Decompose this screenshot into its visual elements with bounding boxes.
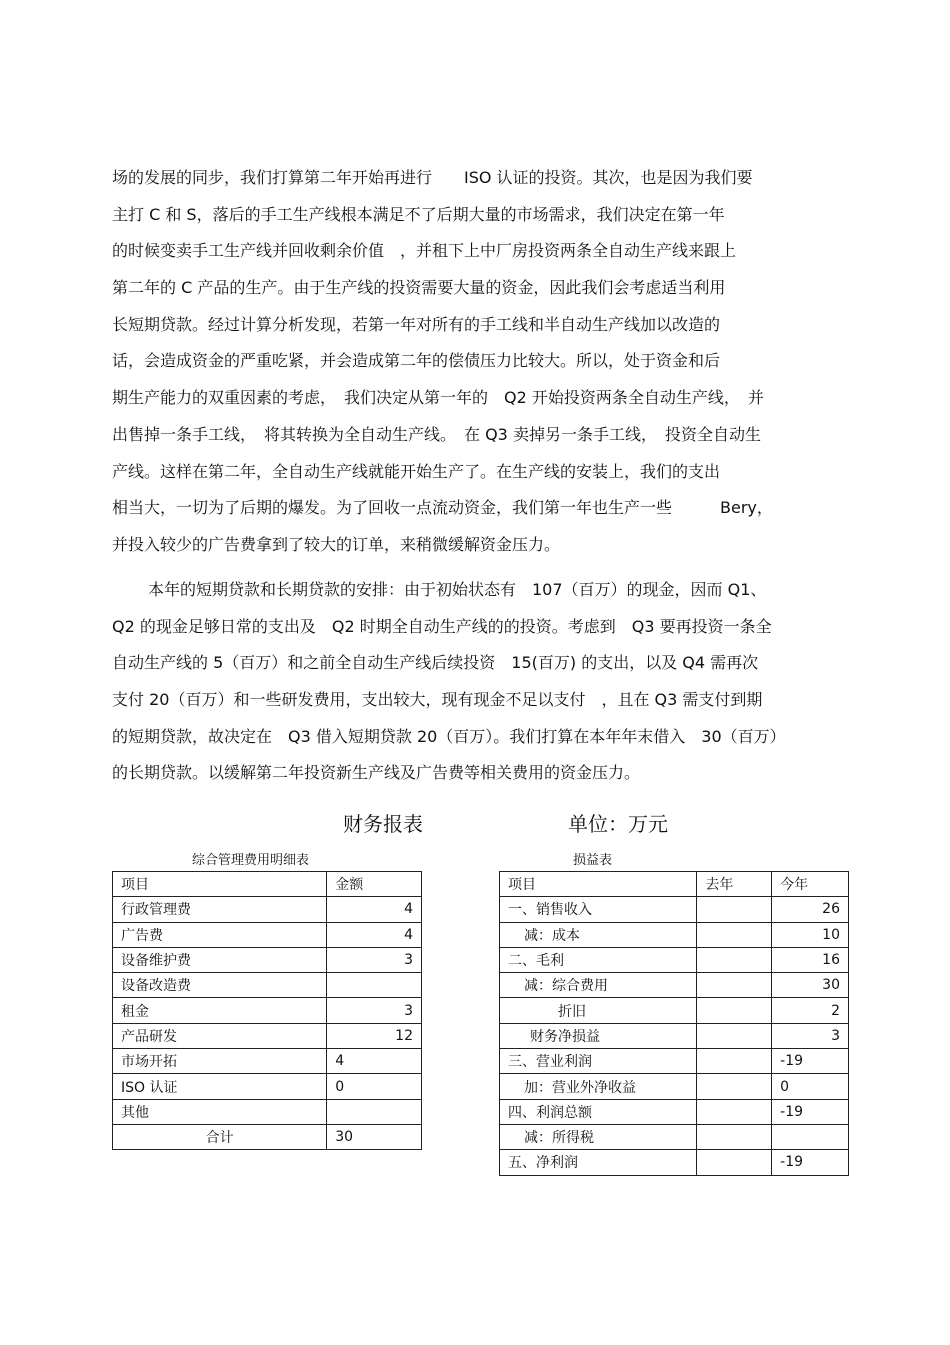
- text-line: Q2 的现金足够日常的支出及 Q2 时期全自动生产线的的投资。考虑到 Q3 要再投资一条全: [112, 616, 772, 636]
- table-row: [500, 1023, 849, 1048]
- this-year-cell: 26: [772, 897, 849, 922]
- this-year-cell: 16: [772, 947, 849, 972]
- this-year-cell: 3: [772, 1023, 849, 1048]
- amount-cell: 4: [327, 1049, 422, 1074]
- amount-cell: [327, 1099, 422, 1124]
- header-cell: 项目: [500, 872, 697, 897]
- table-row: [113, 1049, 422, 1074]
- this-year-cell: 10: [772, 922, 849, 947]
- item-cell: 减：成本: [500, 922, 697, 947]
- last-year-cell: [697, 1049, 772, 1074]
- last-year-cell: [697, 947, 772, 972]
- amount-cell: 12: [327, 1023, 422, 1048]
- text-line: 自动生产线的 5（百万）和之前全自动生产线后续投资 15(百万) 的支出，以及 Q4 需再次: [112, 653, 759, 673]
- item-cell: 二、毛利: [500, 947, 697, 972]
- table-row: [113, 922, 422, 947]
- item-cell: 其他: [113, 1099, 327, 1124]
- this-year-cell: -19: [772, 1049, 849, 1074]
- table-row: [500, 1099, 849, 1124]
- table-row: [500, 973, 849, 998]
- amount-cell: 0: [327, 1074, 422, 1099]
- last-year-cell: [697, 922, 772, 947]
- item-cell: 设备改造费: [113, 973, 327, 998]
- item-cell: 广告费: [113, 922, 327, 947]
- text-line: 主打 C 和 S，落后的手工生产线根本满足不了后期大量的市场需求，我们决定在第一年: [112, 204, 725, 224]
- table-row: [113, 897, 422, 922]
- text-line: 出售掉一条手工线， 将其转换为全自动生产线。 在 Q3 卖掉另一条手工线， 投资全自动生: [112, 424, 761, 444]
- item-cell: 产品研发: [113, 1023, 327, 1048]
- item-cell: 折旧: [500, 998, 697, 1023]
- table-row: [500, 897, 849, 922]
- body-paragraph-2: [112, 572, 836, 792]
- this-year-cell: -19: [772, 1099, 849, 1124]
- text-line: 的短期贷款，故决定在 Q3 借入短期贷款 20（百万）。我们打算在本年年末借入 30（百万）: [112, 726, 786, 746]
- item-cell: 减：综合费用: [500, 973, 697, 998]
- table-row: [500, 1124, 849, 1149]
- item-cell: 行政管理费: [113, 897, 327, 922]
- last-year-cell: [697, 897, 772, 922]
- item-cell: ISO 认证: [113, 1074, 327, 1099]
- body-paragraph-1: [112, 160, 836, 564]
- table-row: [113, 1023, 422, 1048]
- item-cell: 市场开拓: [113, 1049, 327, 1074]
- text-line: 并投入较少的广告费拿到了较大的订单，来稍微缓解资金压力。: [112, 534, 561, 554]
- text-line: 相当大，一切为了后期的爆发。为了回收一点流动资金，我们第一年也生产一些 Bery，: [112, 498, 773, 518]
- text-line: 第二年的 C 产品的生产。由于生产线的投资需要大量的资金，因此我们会考虑适当利用: [112, 278, 726, 298]
- this-year-cell: -19: [772, 1150, 849, 1175]
- last-year-cell: [697, 1074, 772, 1099]
- item-cell: 四、利润总额: [500, 1099, 697, 1124]
- text-line: 产线。这样在第二年，全自动生产线就能开始生产了。在生产线的安装上，我们的支出: [112, 461, 721, 481]
- amount-cell: 3: [327, 947, 422, 972]
- table-row: [113, 1099, 422, 1124]
- header-cell: 去年: [697, 872, 772, 897]
- this-year-cell: 0: [772, 1074, 849, 1099]
- amount-cell: 3: [327, 998, 422, 1023]
- item-cell: 减：所得税: [500, 1124, 697, 1149]
- text-line: 支付 20（百万）和一些研发费用，支出较大，现有现金不足以支付 ，且在 Q3 需支付到期: [112, 690, 763, 710]
- table-row: [113, 947, 422, 972]
- table-header-row: [500, 872, 849, 897]
- item-cell: 租金: [113, 998, 327, 1023]
- left-table-caption: 综合管理费用明细表: [192, 853, 310, 868]
- item-cell: 财务净损益: [500, 1023, 697, 1048]
- text-line: 话，会造成资金的严重吃紧，并会造成第二年的偿债压力比较大。所以，处于资金和后: [112, 351, 721, 371]
- amount-cell: [327, 973, 422, 998]
- text-line: 长短期贷款。经过计算分析发现，若第一年对所有的手工线和半自动生产线加以改造的: [112, 314, 721, 334]
- table-row: [500, 947, 849, 972]
- table-row: [113, 973, 422, 998]
- last-year-cell: [697, 1099, 772, 1124]
- header-cell: 今年: [772, 872, 849, 897]
- table-row: [500, 1074, 849, 1099]
- item-cell: 一、销售收入: [500, 897, 697, 922]
- item-cell: 三、营业利润: [500, 1049, 697, 1074]
- last-year-cell: [697, 1023, 772, 1048]
- text-line: 的长期贷款。以缓解第二年投资新生产线及广告费等相关费用的资金压力。: [112, 763, 641, 783]
- report-title: 财务报表: [343, 812, 423, 836]
- total-amount-cell: 30: [327, 1124, 422, 1149]
- amount-cell: 4: [327, 922, 422, 947]
- table-header-row: [113, 872, 422, 897]
- table-row: [113, 1074, 422, 1099]
- text-line: 场的发展的同步，我们打算第二年开始再进行 ISO 认证的投资。其次，也是因为我们要: [112, 168, 753, 187]
- header-cell: 项目: [113, 872, 327, 897]
- amount-cell: 4: [327, 897, 422, 922]
- total-label-cell: 合计: [113, 1124, 327, 1149]
- admin-expense-table: [112, 871, 422, 1150]
- table-row: [500, 922, 849, 947]
- text-line: 的时候变卖手工生产线并回收剩余价值 ，并租下上中厂房投资两条全自动生产线来跟上: [112, 241, 737, 261]
- this-year-cell: 2: [772, 998, 849, 1023]
- last-year-cell: [697, 1150, 772, 1175]
- text-line: 期生产能力的双重因素的考虑， 我们决定从第一年的 Q2 开始投资两条全自动生产线， 并: [112, 388, 764, 408]
- last-year-cell: [697, 973, 772, 998]
- item-cell: 设备维护费: [113, 947, 327, 972]
- header-cell: 金额: [327, 872, 422, 897]
- table-total-row: [113, 1124, 422, 1149]
- table-row: [500, 1049, 849, 1074]
- table-row: [113, 998, 422, 1023]
- last-year-cell: [697, 998, 772, 1023]
- right-table-caption: 损益表: [573, 853, 613, 868]
- text-line: 本年的短期贷款和长期贷款的安排：由于初始状态有 107（百万）的现金，因而 Q1、: [148, 580, 767, 599]
- this-year-cell: [772, 1124, 849, 1149]
- table-row: [500, 998, 849, 1023]
- unit-label: 单位：万元: [568, 812, 668, 836]
- last-year-cell: [697, 1124, 772, 1149]
- item-cell: 五、净利润: [500, 1150, 697, 1175]
- table-row: [500, 1150, 849, 1175]
- item-cell: 加：营业外净收益: [500, 1074, 697, 1099]
- this-year-cell: 30: [772, 973, 849, 998]
- income-statement-table: [499, 871, 849, 1176]
